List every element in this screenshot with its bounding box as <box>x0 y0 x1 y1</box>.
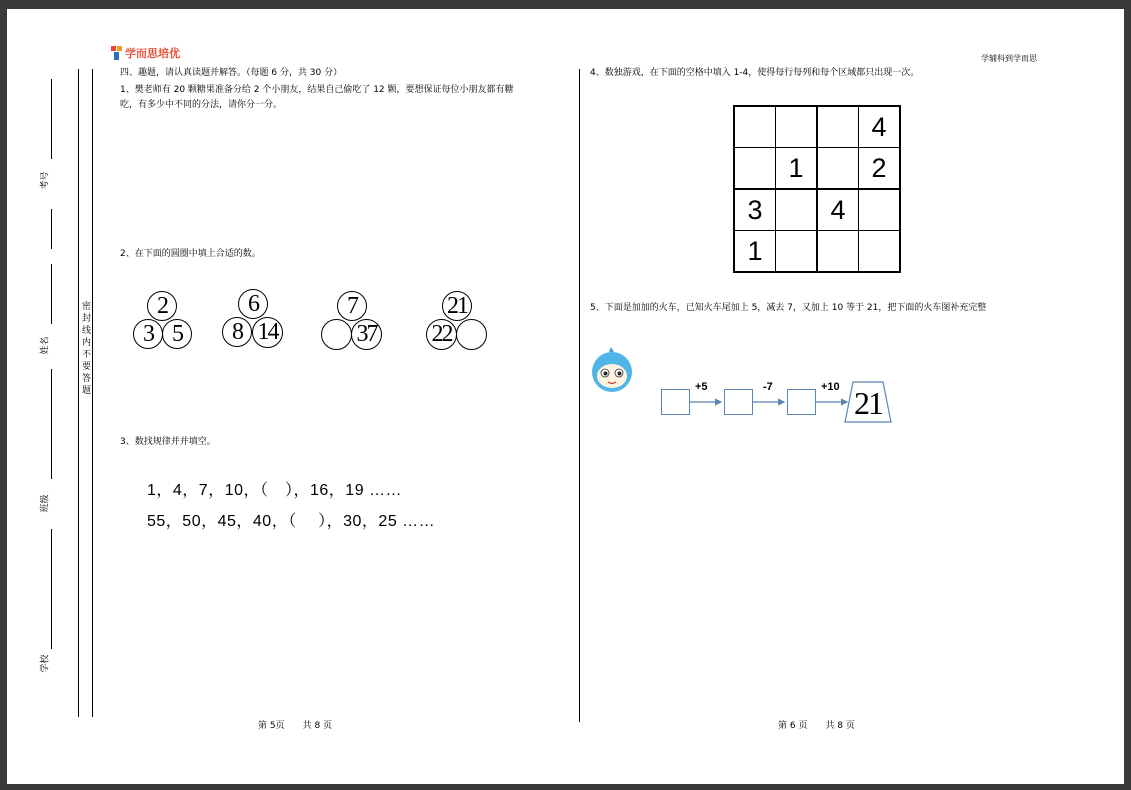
sudoku-row <box>734 189 900 231</box>
circle-right[interactable]: 14 <box>252 317 283 348</box>
field-school: 学校 <box>40 654 51 673</box>
logo-text: 学而思培优 <box>125 47 180 60</box>
footer-left: 第 5页 共 8 页 <box>258 721 333 731</box>
sudoku-cell[interactable] <box>776 106 818 148</box>
right-brand: 学辅科到学而思 <box>981 54 1037 63</box>
sequence-1: 1，4，7，10，（ ），16，19 …… <box>147 482 403 499</box>
sudoku-cell[interactable] <box>776 231 818 273</box>
field-exam-no-line <box>51 79 52 159</box>
field-name: 姓名 <box>40 336 51 355</box>
circle-left[interactable]: 22 <box>426 319 457 350</box>
train-op-2: -7 <box>763 381 773 393</box>
logo <box>111 45 180 61</box>
sudoku-cell[interactable] <box>817 231 859 273</box>
circle-left[interactable] <box>321 319 352 350</box>
circle-right[interactable] <box>456 319 487 350</box>
train-head-value: 21 <box>854 385 882 421</box>
circle-top[interactable]: 7 <box>337 291 367 321</box>
sudoku-cell[interactable] <box>817 106 859 148</box>
train-car-3[interactable] <box>787 389 816 415</box>
sudoku-cell[interactable] <box>859 231 901 273</box>
train-connectors <box>687 394 857 414</box>
center-divider <box>579 69 580 722</box>
binding-line-inner <box>92 69 93 717</box>
field-class: 班级 <box>40 494 51 513</box>
circle-right[interactable]: 37 <box>351 319 382 350</box>
train-op-1: +5 <box>695 381 708 393</box>
circle-left[interactable]: 3 <box>133 319 163 349</box>
sudoku-cell[interactable] <box>817 148 859 190</box>
q2-text: 2、在下面的圆圈中填上合适的数。 <box>120 249 261 259</box>
sudoku-grid <box>733 105 901 273</box>
sudoku-row <box>734 231 900 273</box>
circle-top[interactable]: 2 <box>147 291 177 321</box>
q4-text: 4、数独游戏，在下面的空格中填入 1-4，使得每行每列和每个区域都只出现一次。 <box>590 68 920 78</box>
sudoku-cell[interactable]: 4 <box>859 106 901 148</box>
logo-mark-icon <box>111 46 123 60</box>
footer-right: 第 6 页 共 8 页 <box>778 721 855 731</box>
section-title: 四、趣题，请认真读题并解答。（每题 6 分，共 30 分） <box>120 68 343 78</box>
exam-page <box>7 9 1124 784</box>
sudoku-cell[interactable] <box>734 148 776 190</box>
train-op-3: +10 <box>821 381 840 393</box>
sudoku-cell[interactable]: 3 <box>734 189 776 231</box>
q3-text: 3、数找规律并并填空。 <box>120 437 216 447</box>
sudoku-cell[interactable] <box>734 106 776 148</box>
no-answer-note: 密封线内不要答题 <box>80 301 90 397</box>
sudoku-row <box>734 106 900 148</box>
circle-left[interactable]: 8 <box>222 317 252 347</box>
sudoku-cell[interactable] <box>776 189 818 231</box>
q1-line2: 吃，有多少中不同的分法，请你分一分。 <box>120 100 283 110</box>
field-class-line <box>51 529 52 649</box>
field-exam-no-line2 <box>51 209 52 249</box>
q1-line1: 1、樊老师有 20 颗糖果准备分给 2 个小朋友，结果自己偷吃了 12 颗，要想保证每位小朋友都有糖 <box>120 85 514 95</box>
sudoku-cell[interactable]: 1 <box>776 148 818 190</box>
train-car-2[interactable] <box>724 389 753 415</box>
circle-top[interactable]: 21 <box>442 291 472 321</box>
mascot-icon <box>589 346 635 394</box>
field-exam-no: 考号 <box>40 171 51 190</box>
sequence-2: 55，50，45，40，（ ），30，25 …… <box>147 513 436 530</box>
sudoku-cell[interactable] <box>859 189 901 231</box>
sudoku-cell[interactable]: 4 <box>817 189 859 231</box>
sudoku-row <box>734 148 900 190</box>
q5-text: 5、下面是加加的火车，已知火车尾加上 5，减去 7，又加上 10 等于 21，把下面的火车图补充完整 <box>590 303 987 313</box>
train-car-1[interactable] <box>661 389 690 415</box>
circle-top[interactable]: 6 <box>238 289 268 319</box>
sudoku-cell[interactable]: 2 <box>859 148 901 190</box>
field-name-line <box>51 264 52 324</box>
field-name-line2 <box>51 369 52 479</box>
sudoku-cell[interactable]: 1 <box>734 231 776 273</box>
circle-right[interactable]: 5 <box>162 319 192 349</box>
